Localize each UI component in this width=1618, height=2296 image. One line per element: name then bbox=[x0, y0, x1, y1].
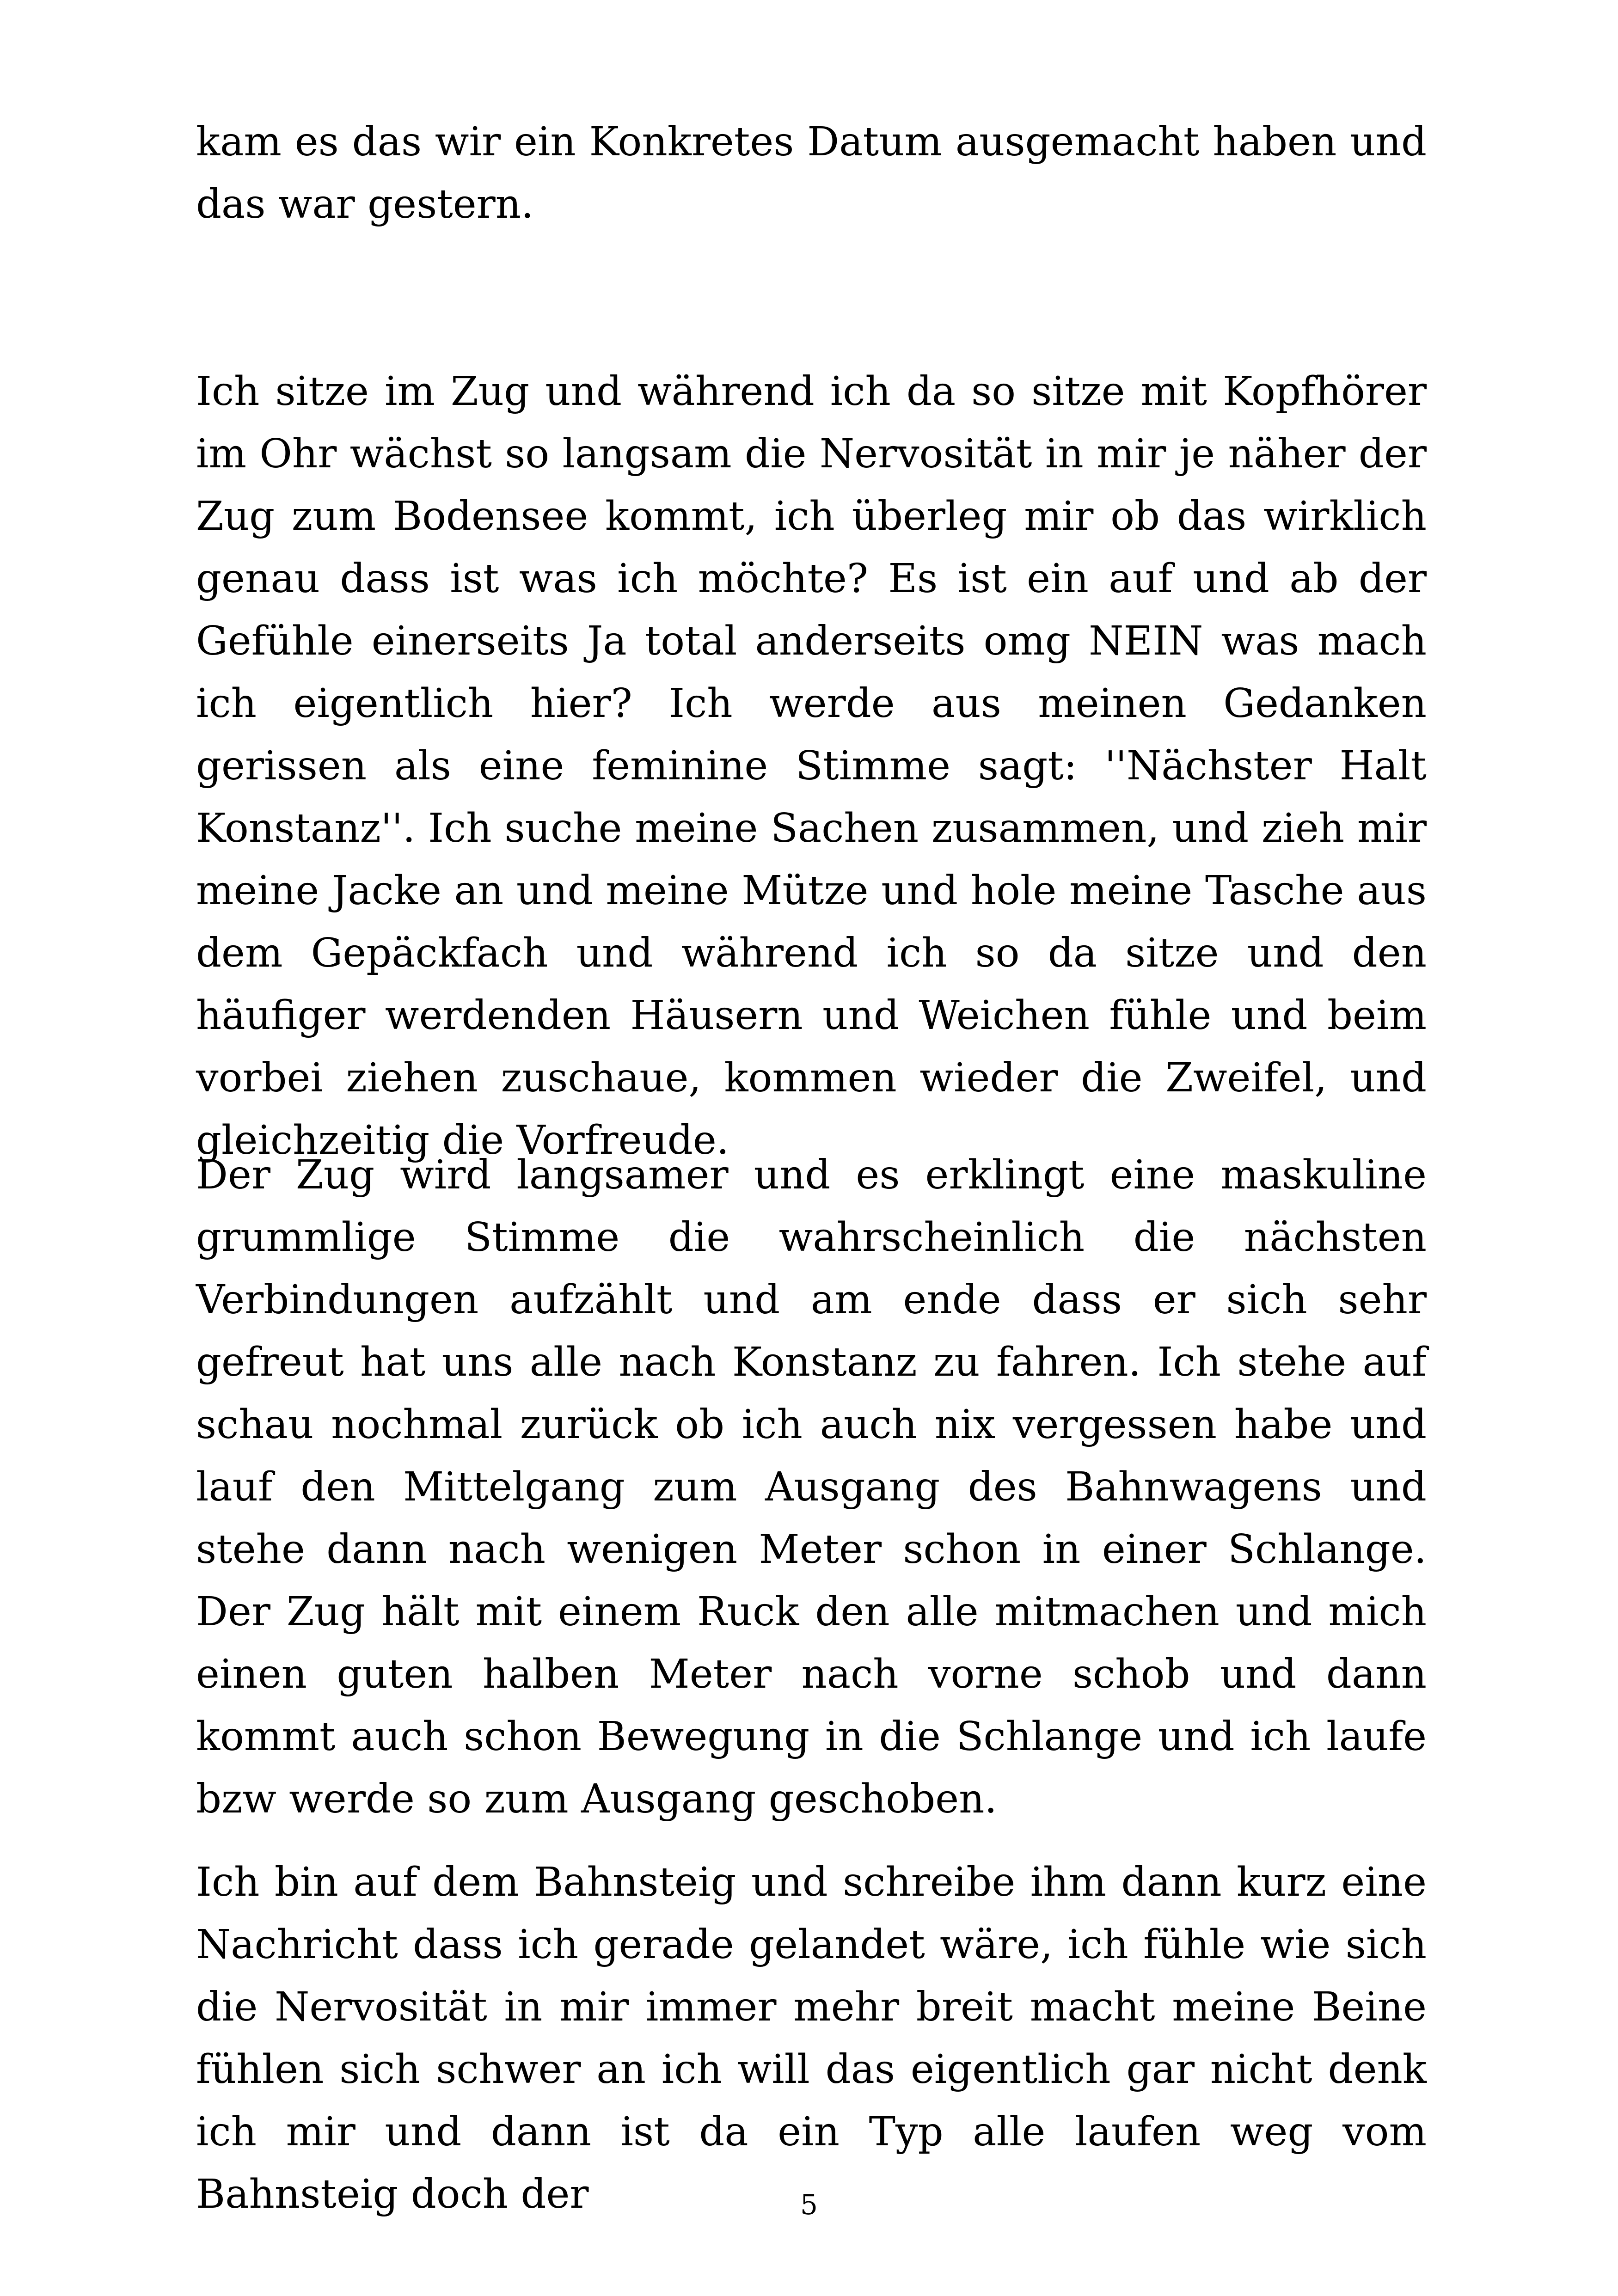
paragraph-text: Der Zug wird langsamer und es erklingt eine maskuline grummlige Stimme die wahrscheinlich die nächsten Verbindungen aufzählt und am ende dass er sich sehr gefreut hat uns alle nach Konstanz zu fahren. Ich stehe auf schau nochmal zurück ob ich auch nix vergessen habe und lauf den Mittelgang zum Ausgang des Bahnwagens und stehe dann nach wenigen Meter schon in einer Schlange. Der Zug hält mit einem Ruck den alle mitmachen und mich einen guten halben Meter nach vorne schob und dann kommt auch schon Bewegung in die Schlange und ich laufe bzw werde so zum Ausgang geschoben. bbox=[196, 1152, 1427, 1822]
paragraph-3 bbox=[196, 1144, 1427, 1831]
paragraph-2 bbox=[196, 361, 1427, 1172]
paragraph-text: Ich bin auf dem Bahnsteig und schreibe ihm dann kurz eine Nachricht dass ich gerade gelandet wäre, ich fühle wie sich die Nervosität in mir immer mehr breit macht meine Beine fühlen sich schwer an ich will das eigentlich gar nicht denk ich mir und dann ist da ein Typ alle laufen weg vom Bahnsteig doch der bbox=[196, 1859, 1427, 2217]
paragraph-text: Ich sitze im Zug und während ich da so sitze mit Kopfhörer im Ohr wächst so langsam die Nervosität in mir je näher der Zug zum Bodensee kommt, ich überleg mir ob das wirklich genau dass ist was ich möchte? Es ist ein auf und ab der Gefühle einerseits Ja total anderseits omg NEIN was mach ich eigentlich hier? Ich werde aus meinen Gedanken gerissen als eine feminine Stimme sagt: ''Nächster Halt Konstanz''. Ich suche meine Sachen zusammen, und zieh mir meine Jacke an und meine Mütze und hole meine Tasche aus dem Gepäckfach und während ich so da sitze und den häufiger werdenden Häusern und Weichen fühle und beim vorbei ziehen zuschaue, kommen wieder die Zweifel, und gleichzeitig die Vorfreude. bbox=[196, 368, 1427, 1163]
paragraph-1 bbox=[196, 111, 1427, 236]
paragraph-4 bbox=[196, 1851, 1427, 2226]
paragraph-text: kam es das wir ein Konkretes Datum ausgemacht haben und das war gestern. bbox=[196, 119, 1427, 227]
page-number: 5 bbox=[800, 2189, 818, 2221]
